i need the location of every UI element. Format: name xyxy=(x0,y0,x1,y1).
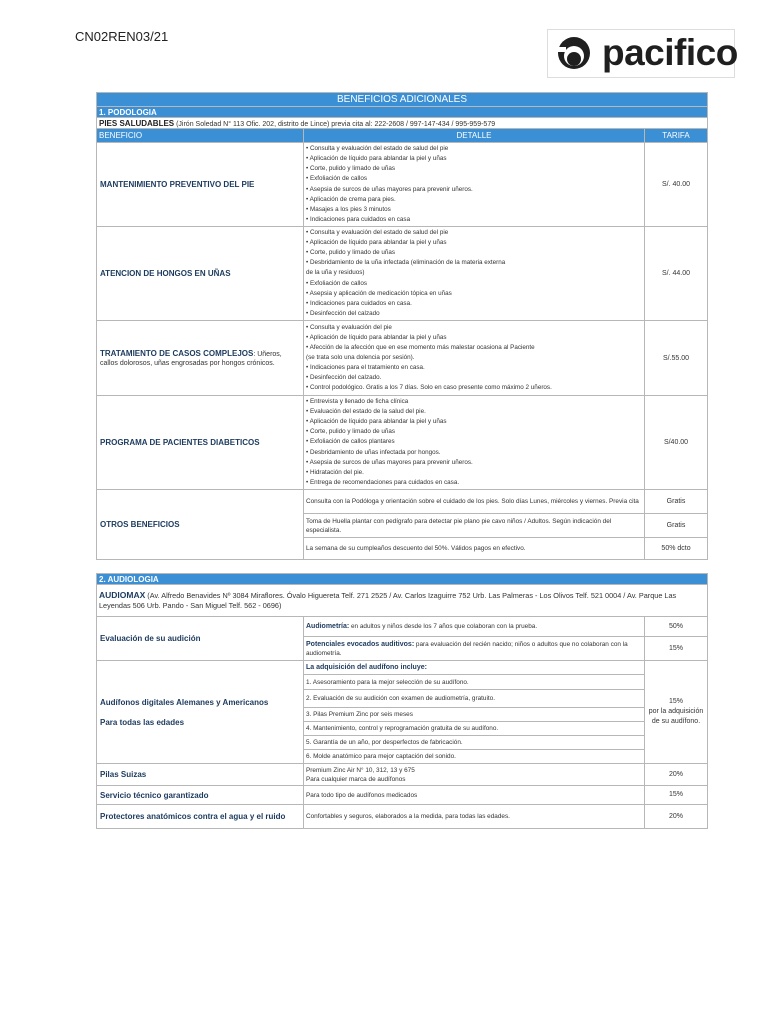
benefit-detail: • Consulta y evaluación del pie • Aplicación de líquido para ablandar la piel y uñas • Afección de la afección que en ese momento más malestar ocasiona al Paciente (se trata solo una dolencia por sesión). • Indicaciones para el tratamiento en casa. • Desinfección del calzado. • Control podológico. Gratis a los 7 días. Solo en caso presente como máximo 2 uñeros. xyxy=(304,321,645,396)
table-row xyxy=(97,764,708,786)
list-item: 5. Garantía de un año, por desperfectos de fabricación. xyxy=(304,736,645,750)
table-row xyxy=(97,617,708,637)
table-row xyxy=(97,786,708,805)
benefit-price: S/. 44.00 xyxy=(645,227,708,321)
table-row xyxy=(97,321,708,396)
benefit-detail-heading: La adquisición del audífono incluye: xyxy=(304,661,645,675)
benefit-price: Gratis xyxy=(645,490,708,514)
benefit-detail: La semana de su cumpleaños descuento del 50%. Válidos pagos en efectivo. xyxy=(304,538,645,560)
benefit-price: 20% xyxy=(645,805,708,829)
logo-wordmark: pacifico xyxy=(602,32,738,73)
list-item: 2. Evaluación de su audición con examen de audiometría, gratuito. xyxy=(304,690,645,708)
benefit-note: : Uñeros, callos dolorosos, uñas engrosadas por hongos crónicos. xyxy=(100,351,282,367)
table-row xyxy=(97,661,708,675)
benefit-name: Protectores anatómicos contra el agua y el ruido xyxy=(97,805,304,829)
benefit-detail: Confortables y seguros, elaborados a la medida, para todas las edades. xyxy=(304,805,645,829)
benefit-detail: Toma de Huella plantar con pedígrafo para detectar pie plano pie cavo niños / Adultos. Según indicación del especialista. xyxy=(304,514,645,538)
benefit-name: ATENCION DE HONGOS EN UÑAS xyxy=(97,227,304,321)
benefit-price: 20% xyxy=(645,764,708,786)
col-tarifa: TARIFA xyxy=(645,129,708,143)
benefit-price: Gratis xyxy=(645,514,708,538)
provider-row xyxy=(97,585,708,617)
benefit-detail: Potenciales evocados auditivos: para evaluación del recién nacido; niños o adultos que no colaboran con la audiometría. xyxy=(304,637,645,661)
benefit-price: S/40.00 xyxy=(645,396,708,490)
table-row xyxy=(97,805,708,829)
benefit-price: 15% xyxy=(645,786,708,805)
benefit-detail: Audiometría: en adultos y niños desde los 7 años que colaboran con la prueba. xyxy=(304,617,645,637)
benefit-price: S/.55.00 xyxy=(645,321,708,396)
benefit-name: PROGRAMA DE PACIENTES DIABETICOS xyxy=(97,396,304,490)
benefit-price: 50% xyxy=(645,617,708,637)
benefit-price: S/. 40.00 xyxy=(645,143,708,227)
list-item: 1. Asesoramiento para la mejor selección de su audífono. xyxy=(304,675,645,690)
provider-name: PIES SALUDABLES xyxy=(99,118,175,128)
audiologia-table xyxy=(96,573,708,829)
benefit-name: Servicio técnico garantizado xyxy=(97,786,304,805)
benefit-detail: • Consulta y evaluación del estado de salud del pie • Aplicación de líquido para ablandar la piel y uñas • Corte, pulido y limado de uñas • Desbridamiento de la uña infectada (eliminación de la materia externa de la uña y residuos) • Exfoliación de callos • Asepsia y aplicación de medicación tópica en uñas • Indicaciones para cuidados en casa. • Desinfección del calzado xyxy=(304,227,645,321)
benefit-price: 15% xyxy=(645,637,708,661)
section-audiologia: 2. AUDIOLOGIA xyxy=(97,574,708,585)
column-header-row xyxy=(97,129,708,143)
table-row xyxy=(97,143,708,227)
table-row xyxy=(97,227,708,321)
list-item: 6. Molde anatómico para mejor captación del sonido. xyxy=(304,750,645,764)
table-row xyxy=(97,396,708,490)
benefit-name: Evaluación de su audición xyxy=(97,617,304,661)
benefits-banner: BENEFICIOS ADICIONALES xyxy=(97,93,708,107)
benefit-detail: Premium Zinc Air N° 10, 312, 13 y 675 Para cualquier marca de audífonos xyxy=(304,764,645,786)
col-detalle: DETALLE xyxy=(304,129,645,143)
document-code: CN02REN03/21 xyxy=(75,29,169,44)
provider-info: (Jirón Soledad N° 113 Ofic. 202, distrito de Lince) previa cita al: 222-2608 / 997-147-434 / 995-959-579 xyxy=(176,120,496,128)
benefit-name: MANTENIMIENTO PREVENTIVO DEL PIE xyxy=(97,143,304,227)
provider-row xyxy=(97,118,708,129)
podologia-table xyxy=(96,92,708,560)
provider-name: AUDIOMAX xyxy=(99,590,146,600)
benefit-detail: Consulta con la Podóloga y orientación sobre el cuidado de los pies. Solo días Lunes, miércoles y viernes. Previa cita xyxy=(304,490,645,514)
section-podologia: 1. PODOLOGIA xyxy=(97,107,708,118)
pacifico-logo xyxy=(547,29,738,78)
pacifico-swirl-icon xyxy=(552,33,598,73)
benefit-detail: • Entrevista y llenado de ficha clínica • Evaluación del estado de la salud del pie. • Aplicación de líquido para ablandar la piel y uñas • Corte, pulido y limado de uñas • Exfoliación de callos plantares • Desbridamiento de uñas infectada por hongos. • Asepsia de surcos de uñas mayores para prevenir uñeros. • Hidratación del pie. • Entrega de recomendaciones para cuidados en casa. xyxy=(304,396,645,490)
benefit-detail: • Consulta y evaluación del estado de salud del pie • Aplicación de líquido para ablandar la piel y uñas • Corte, pulido y limado de uñas • Exfoliación de callos • Asepsia de surcos de uñas mayores para prevenir uñeros. • Aplicación de crema para pies. • Masajes a los pies 3 minutos • Indicaciones para cuidados en casa xyxy=(304,143,645,227)
table-row xyxy=(97,490,708,514)
benefit-price: 50% dcto xyxy=(645,538,708,560)
provider-info: (Av. Alfredo Benavides Nº 3084 Miraflores. Óvalo Higuereta Telf. 271 2525 / Av. Carlos Izaguirre 752 Urb. Las Palmeras - Los Olivos Telf. 521 0004 / Av. Parque Las Leyendas 506 Urb. Pando - San Miguel Telf. 562 - 0696) xyxy=(99,591,677,610)
col-beneficio: BENEFICIO xyxy=(97,129,304,143)
benefit-name: Pilas Suizas xyxy=(97,764,304,786)
benefit-price: 15% por la adquisición de su audífono. xyxy=(645,661,708,764)
benefit-name: OTROS BENEFICIOS xyxy=(97,490,304,560)
benefit-name: Audífonos digitales Alemanes y Americanos Para todas las edades xyxy=(97,661,304,764)
benefit-detail: Para todo tipo de audífonos medicados xyxy=(304,786,645,805)
benefit-name: TRATAMIENTO DE CASOS COMPLEJOS: Uñeros, callos dolorosos, uñas engrosadas por hongos crónicos. xyxy=(97,321,304,396)
list-item: 4. Mantenimiento, control y reprogramación gratuita de su audífono. xyxy=(304,722,645,736)
list-item: 3. Pilas Premium Zinc por seis meses xyxy=(304,708,645,722)
